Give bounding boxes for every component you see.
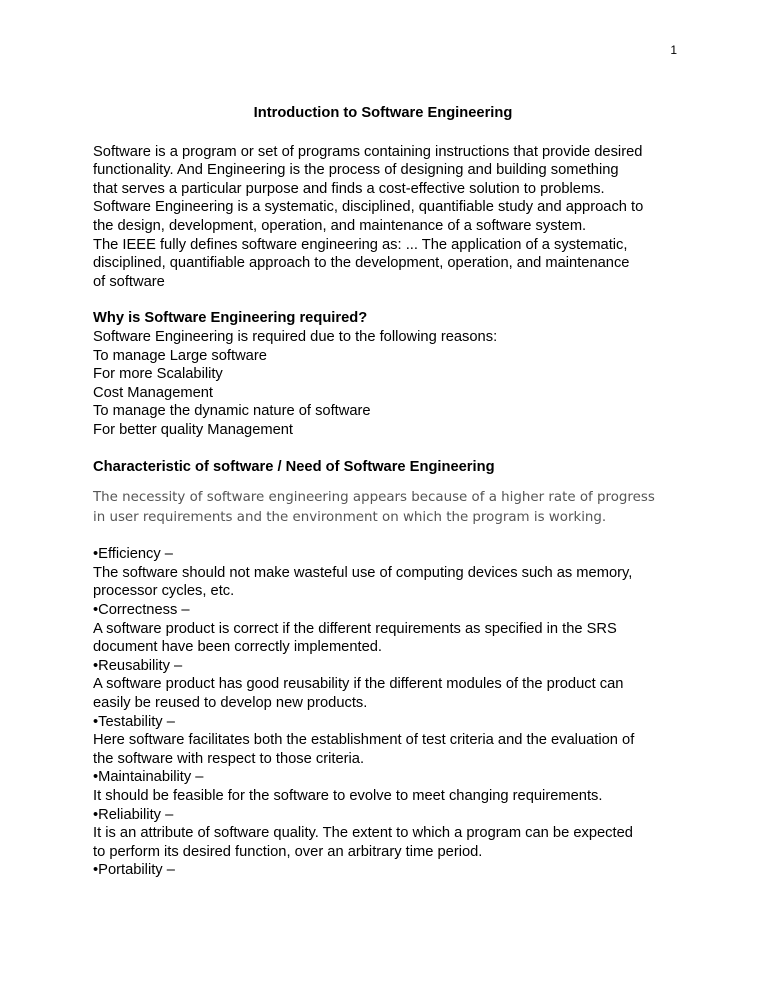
text-line: It should be feasible for the software to evolve to meet changing requirements. (93, 788, 603, 804)
text-line: Here software facilitates both the establishment of test criteria and the evaluation of (93, 732, 635, 749)
text-line: that serves a particular purpose and finds a cost-effective solution to problems. (93, 180, 605, 197)
text-line: easily be reused to develop new products. (93, 695, 368, 712)
text-line: disciplined, quantifiable approach to the development, operation, and maintenance (93, 255, 630, 272)
text-line: The necessity of software engineering appears because of a higher rate of progress (93, 490, 655, 506)
text-line: Software is a program or set of programs containing instructions that provide desired (93, 143, 643, 160)
text-line: A software product has good reusability if the different modules of the product can (93, 676, 624, 693)
list-item: Cost Management (93, 384, 214, 401)
text-line: The software should not make wasteful use of computing devices such as memory, (93, 564, 633, 581)
necessity-paragraph (93, 488, 693, 527)
text-line: document have been correctly implemented. (93, 639, 383, 656)
list-item: •Maintainability – (93, 769, 204, 786)
document-title: Introduction to Software Engineering (253, 105, 513, 121)
text-line: It is an attribute of software quality. The extent to which a program can be expected (93, 825, 633, 842)
text-line: The IEEE fully defines software engineering as: ... The application of a systematic, (93, 236, 628, 253)
text-line: Software Engineering is a systematic, disciplined, quantifiable study and approach to (93, 199, 644, 216)
text-line: A software product is correct if the different requirements as specified in the SRS (93, 620, 617, 637)
list-item: To manage Large software (93, 347, 267, 364)
text-line: the design, development, operation, and maintenance of a software system. (93, 217, 587, 234)
list-item: •Efficiency – (93, 546, 173, 563)
list-item: For better quality Management (93, 421, 294, 438)
list-item: •Reusability – (93, 657, 183, 674)
characteristics-heading: Characteristic of software / Need of Software Engineering (93, 458, 495, 475)
page-number: 1 (670, 43, 677, 57)
text-line: Software Engineering is required due to the following reasons: (93, 328, 498, 345)
text-line: of software (93, 273, 165, 290)
list-item: •Portability – (93, 862, 175, 879)
text-line: the software with respect to those criteria. (93, 750, 365, 767)
list-item: •Correctness – (93, 602, 190, 619)
text-line: processor cycles, etc. (93, 583, 235, 600)
text-line: in user requirements and the environment on which the program is working. (93, 509, 607, 525)
list-item: •Reliability – (93, 806, 174, 823)
intro-paragraph (93, 143, 693, 292)
why-list (93, 328, 693, 440)
why-heading: Why is Software Engineering required? (93, 310, 368, 327)
list-item: •Testability – (93, 713, 175, 730)
list-item: To manage the dynamic nature of software (93, 403, 371, 420)
list-item: For more Scalability (93, 366, 223, 383)
characteristics-list (93, 545, 693, 880)
text-line: to perform its desired function, over an arbitrary time period. (93, 843, 483, 860)
text-line: functionality. And Engineering is the process of designing and building something (93, 162, 619, 179)
document-body (93, 104, 693, 880)
